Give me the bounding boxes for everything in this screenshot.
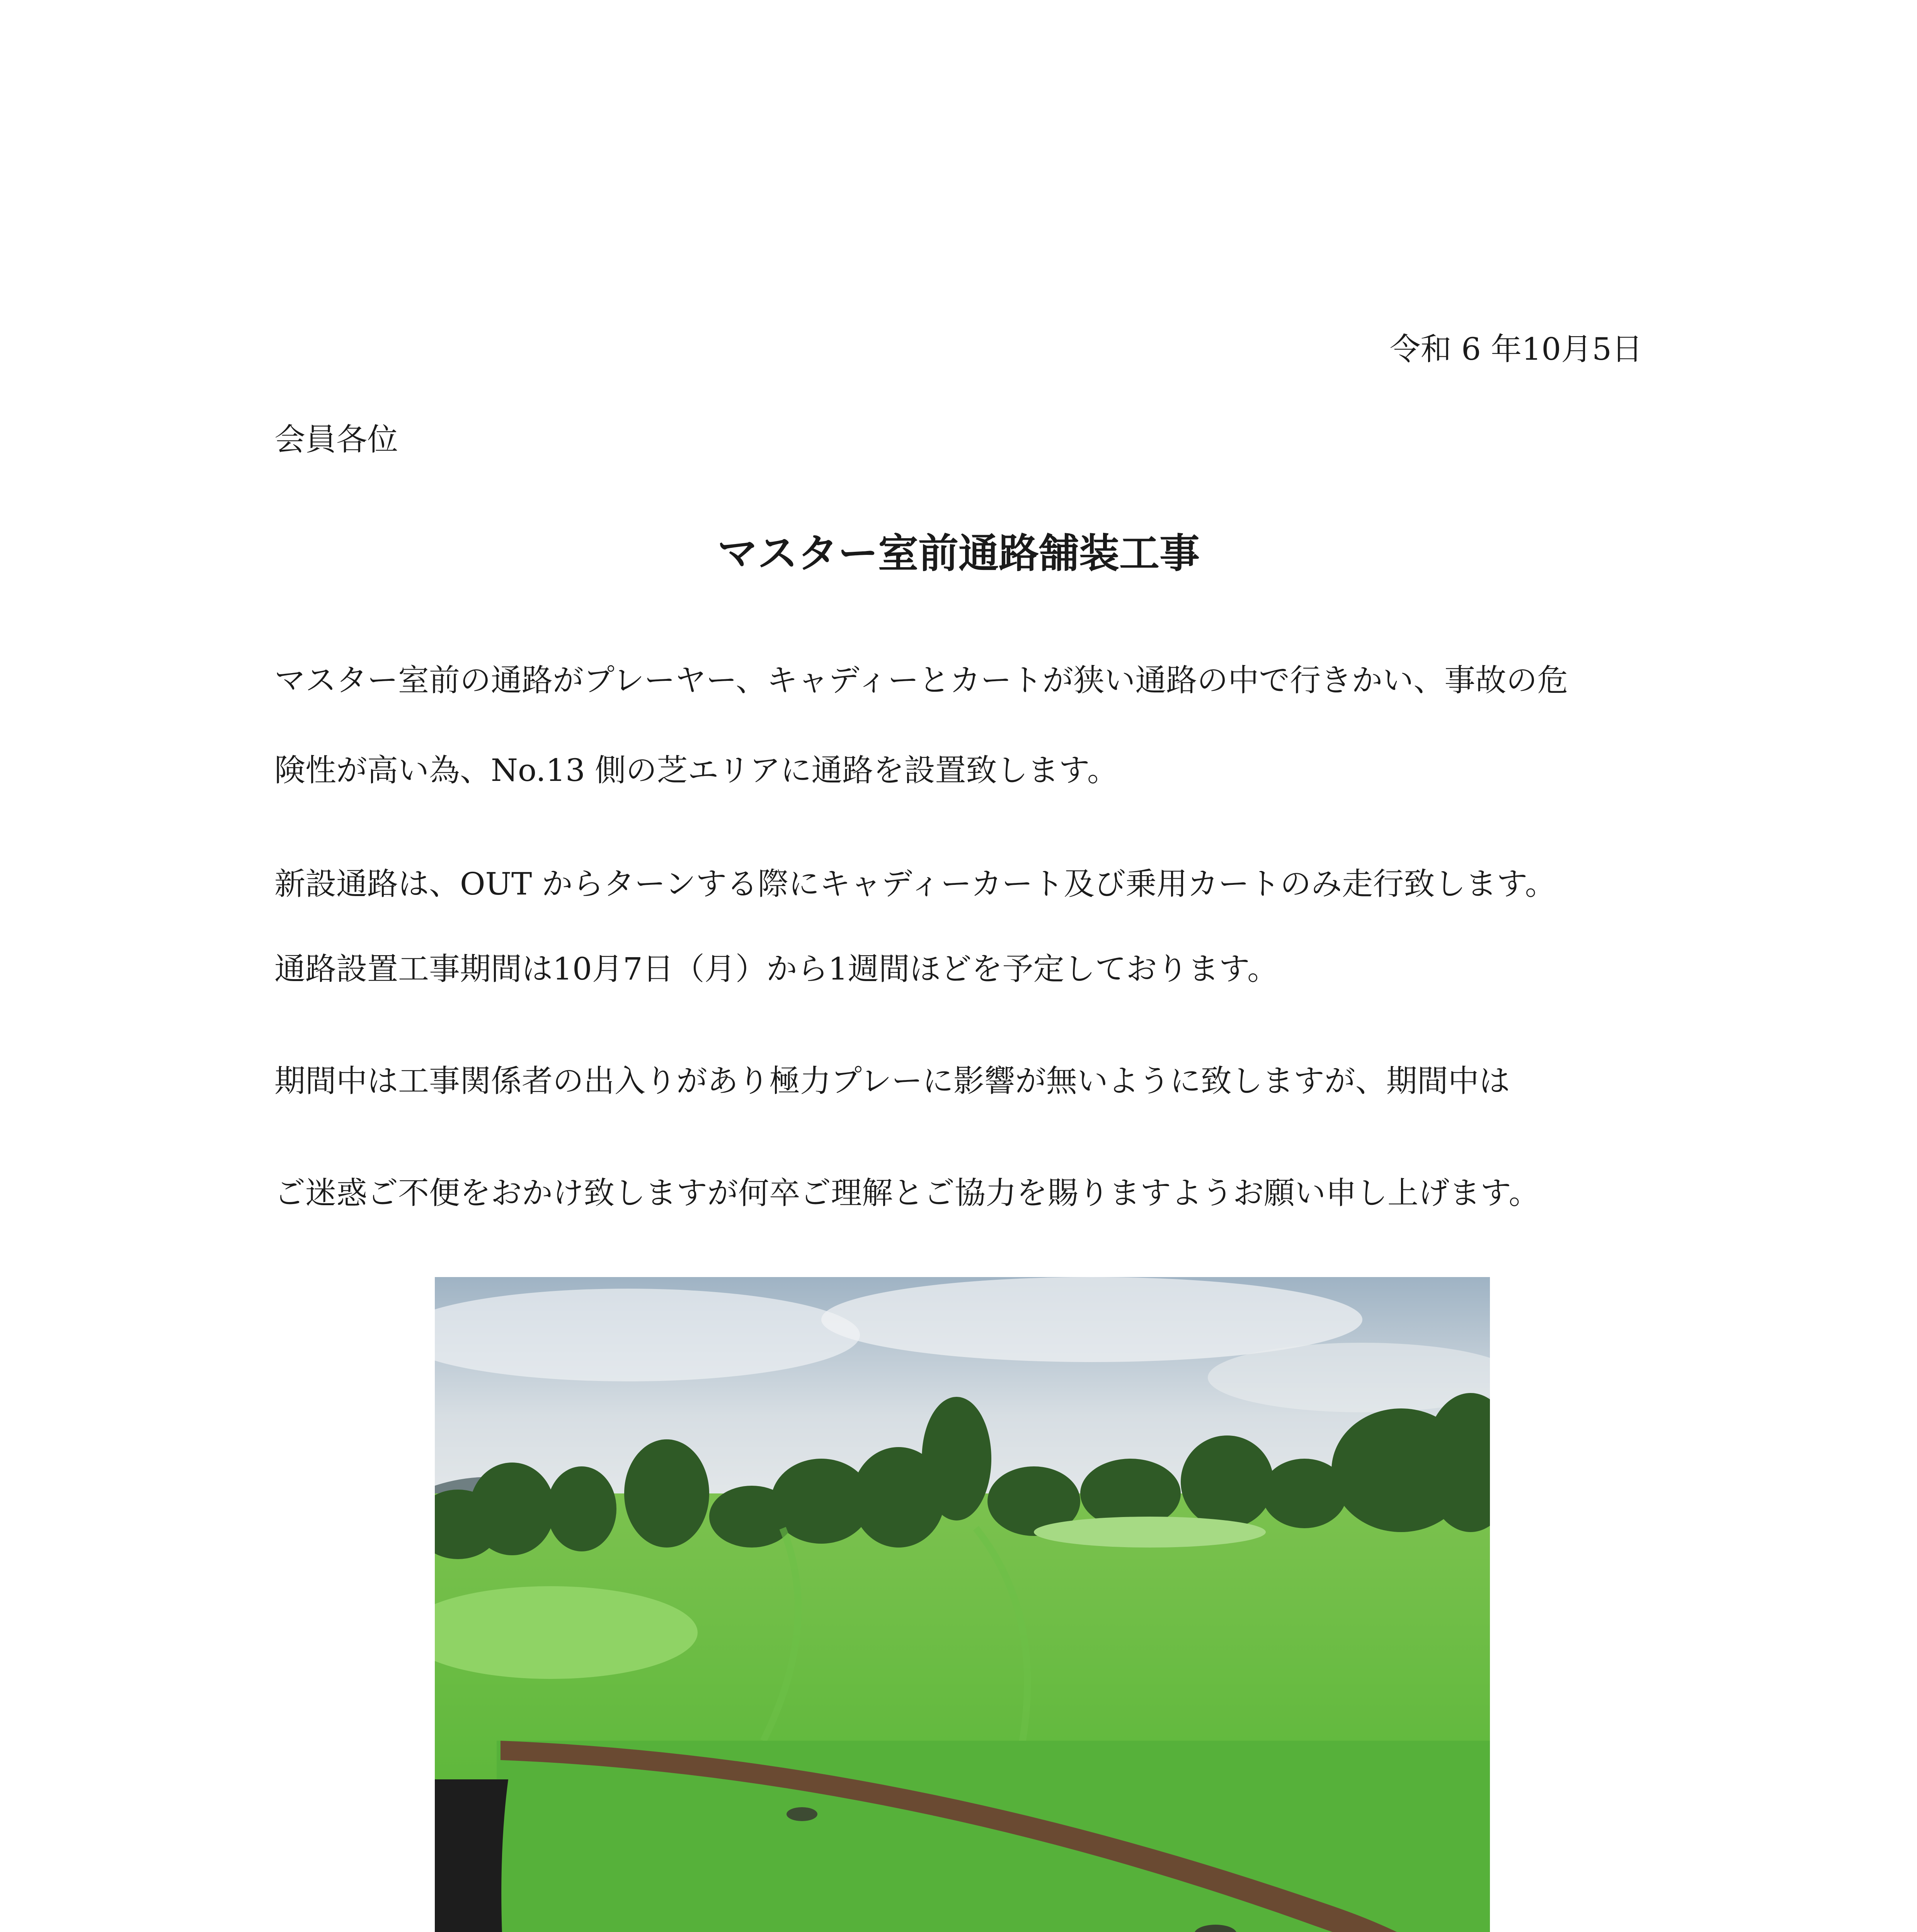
body-line: 期間中は工事関係者の出入りがあり極力プレーに影響が無いように致しますが、期間中は (274, 1063, 1510, 1099)
body-line: マスター室前の通路がプレーヤー、キャディーとカートが狭い通路の中で行きかい、事故の危 (274, 662, 1568, 698)
body-line: 険性が高い為、No.13 側の芝エリアに通路を設置致します。 (274, 752, 1119, 788)
document-title: マスター室前通路舗装工事 (717, 529, 1200, 577)
body-line: 新設通路は、OUT からターンする際にキャディーカート及び乗用カートのみ走行致します。 (274, 866, 1556, 902)
body-line: 通路設置工事期間は10月7日（月）から1週間ほどを予定しております。 (274, 951, 1279, 987)
document-date: 令和 6 年10月5日 (1389, 331, 1643, 367)
salutation: 会員各位 (274, 422, 398, 457)
golf-course-photo (435, 1277, 1490, 1932)
body-line: ご迷惑ご不便をおかけ致しますが何卒ご理解とご協力を賜りますようお願い申し上げます。 (274, 1175, 1540, 1211)
